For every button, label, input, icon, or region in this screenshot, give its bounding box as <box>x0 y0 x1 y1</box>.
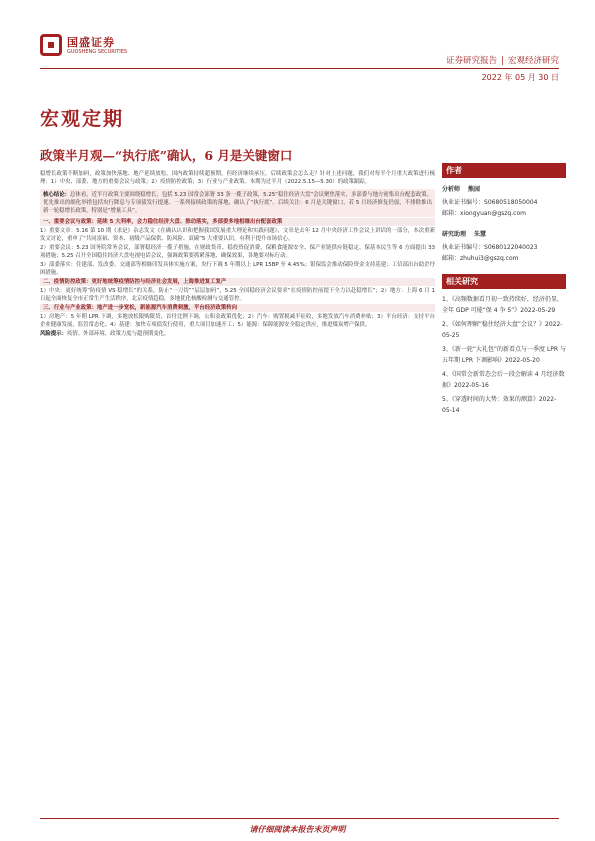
related-report-link[interactable]: 5、《穿透时间的大势：效果的测算》2022-05-14 <box>442 396 557 414</box>
page-subtitle: 政策半月观—“执行底”确认，6 月是关键窗口 <box>40 148 293 163</box>
lead-paragraph: 稳增长政策不断加码，政策加快落地、地产延续放松。国内政策持续超预期，但经济继续承压，后续政策会怎么走？针对上述问题，我们对每半个月重大政策进行梳理：1）中央、部委、地方的重要会议与政策；2）疫情防控政策；3）行业与产业政策。本期为过半月（2022.5.15—5.30）的政策跟踪。 <box>40 171 435 186</box>
cert-label: 执业证书编号： <box>442 199 485 206</box>
section-1-item-3: 3）部委落实：住建部、发改委、交通部等相继印发具体实施方案，央行下调 5 年期以上 LPR 15BP 至 4.45%；银保监会推动保险资金支持基建；工信部出台助企纾困措施。 <box>40 261 435 277</box>
category-separator: | <box>501 56 504 66</box>
author-card <box>442 184 566 219</box>
related-heading: 相关研究 <box>442 274 566 289</box>
risk-text: 疫情、外部环境、政策力度与超预期变化。 <box>66 330 170 337</box>
author-email <box>442 208 566 219</box>
risk-note <box>40 330 435 338</box>
section-heading-1: 一、重要会议与政策：延续 5 大利率，会力稳住经济大盘、推动落实，多部委多地相继出台配套政策 <box>40 218 435 226</box>
section-1-item-2: 2）重要会议：5.23 国务院常务会议，部署稳经济一揽子措施，在财政货币、稳投资促消费、保粮食能源安全、保产业链供应链稳定、保基本民生等 6 方面提出 33 项措施；5.25 召开全国稳住经济大盘电视电话会议，强调政策要抓紧落地、确保效果，各地要对标行动。 <box>40 244 435 260</box>
author-cert <box>442 197 566 208</box>
email-label: 邮箱： <box>442 255 461 262</box>
report-body <box>40 170 435 810</box>
email-link[interactable]: xiongyuan@gszq.com <box>460 210 526 217</box>
logo-subtext: GUOSHENG SECURITIES <box>67 49 128 55</box>
cert-number: S0680122040023 <box>484 244 538 251</box>
related-report-link[interactable]: 1、《高频数据看月初一致持续好，经济仍显，全年 GDP 可能“保 4 争 5”》2022-05-29 <box>442 296 563 314</box>
author-name-row <box>442 184 566 193</box>
sidebar <box>442 163 566 420</box>
footer-divider <box>40 818 559 819</box>
summary-text: 总体看，近半月政策主要围绕稳增长，包括 5.23 国常会部署 33 条一揽子政策，5.25“稳住经济大盘”会议聚焦落实，多部委与地方密集出台配套政策。优先推出的细化举措包括央行降息与专项债发行提速、一系列接续政策的落地，确认了“执行底”。后续关注：6 月是关键窗口，若 5 月经济修复仍弱，不排除推出新一轮稳增长政策，特别是“增量工具”。 <box>43 191 432 215</box>
author-role: 分析师 <box>442 186 461 193</box>
page-title: 宏观定期 <box>40 108 125 130</box>
footer-disclaimer: 请仔细阅读本报告末页声明 <box>249 825 346 834</box>
logo-mark-icon <box>40 34 62 56</box>
author-email <box>442 253 566 264</box>
cert-number: S0680518050004 <box>484 199 538 206</box>
author-name-row <box>442 229 566 238</box>
author-role: 研究助理 <box>442 231 467 238</box>
author-name: 朱慧 <box>474 231 487 238</box>
author-card <box>442 229 566 264</box>
summary-block <box>40 189 435 218</box>
header-divider <box>40 68 559 69</box>
related-report-link[interactable]: 4、《国常会新常态会后一段会解读 4 月经济数据》2022-05-16 <box>442 371 565 389</box>
related-report-link[interactable]: 2、《如何理解“稳住经济大盘”会议？》2022-05-25 <box>442 321 563 339</box>
report-date: 2022 年 05 月 30 日 <box>481 73 559 82</box>
section-heading-2: 二、疫情防控政策：更好地统筹疫情防控与经济社会发展，上海推进复工复产 <box>40 278 435 286</box>
authors-heading: 作者 <box>442 163 566 178</box>
risk-label: 风险提示： <box>40 330 67 337</box>
category-label: 证券研究报告 <box>446 56 498 66</box>
email-label: 邮箱： <box>442 210 461 217</box>
section-2-item-1: 1）中央：更好统筹“防疫情 VS 稳增长”的关系，防止“一刀切”“层层加码”，5.25 全国稳经济会议要求“在疫情防控前提下全力以赴稳增长”；2）地方：上海 6 月 1 日起全面恢复全市正常生产生活秩序，北京疫情趋稳，多地优化核酸检测与交通管控。 <box>40 287 435 303</box>
logo-text: 国盛证券 <box>67 36 115 49</box>
author-name: 熊园 <box>468 186 481 193</box>
email-link[interactable]: zhuhui3@gszq.com <box>460 255 519 262</box>
cert-label: 执业证书编号： <box>442 244 485 251</box>
related-report-link[interactable]: 3、《新一轮“大礼包”的新看点与一季度 LPR 与五年期 LPR 下调影响》2022-05-20 <box>442 346 566 364</box>
section-3-item-1: 1）房地产：5 年期 LPR 下调，多地放松限购限贷，首付比例下调，公积金政策优化；2）汽车：购置税减半征收，多地发放汽车消费补贴；3）平台经济：支持平台企业健康发展，监管常态化；4）基建：加快专项债发行使用，重大项目加速开工；5）能源：保障能源安全稳定供应，推进煤炭增产保供。 <box>40 313 435 329</box>
subcategory-label: 宏观经济研究 <box>507 56 559 66</box>
author-cert <box>442 242 566 253</box>
summary-label: 核心结论： <box>43 191 71 198</box>
company-logo <box>40 32 128 62</box>
section-1-item-1: 1）重要文章：5.16 第 10 期《求是》杂志发文《在确认认识和把握我国发展重大理论和实践问题》，文章是去年 12 月中央经济工作会议上讲话的一部分，本次重新发文讨论，重申了“共同富裕、资本、初级产品保供、防风险、双碳”5 大重要认识，有利于提升市场信心。 <box>40 227 435 243</box>
section-heading-3: 三、行业与产业政策：地产进一步宽松，新能源汽车消费刺激，平台经济政策转向 <box>40 304 435 312</box>
report-category <box>446 54 559 66</box>
